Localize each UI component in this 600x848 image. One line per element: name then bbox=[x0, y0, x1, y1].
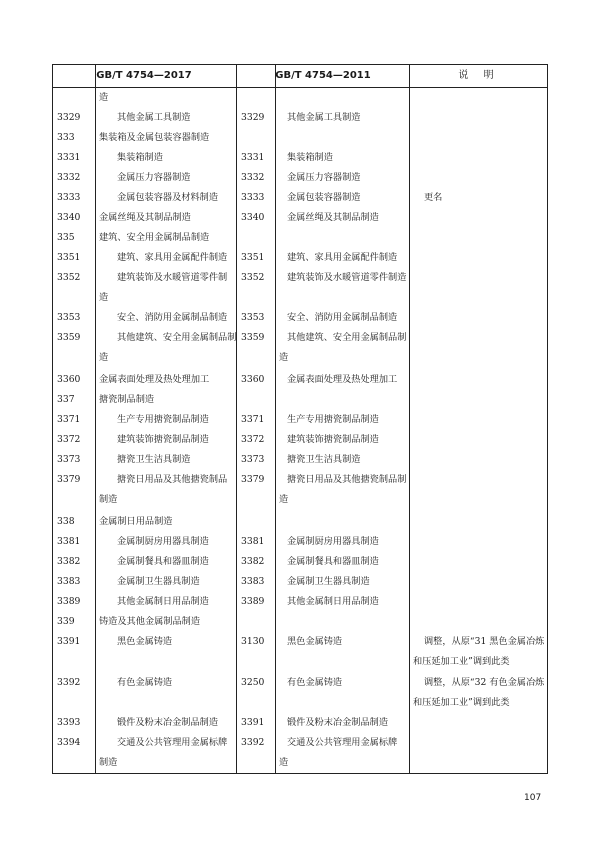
row-11-new-name: 安全、消防用金属制品制造 bbox=[117, 312, 228, 323]
row-22-new-name: 金属制厨房用器具制造 bbox=[117, 536, 209, 547]
row-12-old-code: 3359 bbox=[241, 332, 265, 343]
row-14-old-name: 金属表面处理及热处理加工 bbox=[287, 374, 398, 385]
header-note: 说 明 bbox=[458, 70, 500, 81]
row-19-old-name: 搪瓷日用品及其他搪瓷制品制 bbox=[287, 474, 407, 485]
row-19-old-code: 3379 bbox=[241, 474, 265, 485]
row-4-old-name: 金属压力容器制造 bbox=[287, 172, 361, 183]
row-7-new-code: 335 bbox=[57, 232, 75, 243]
row-24-old-name: 金属制卫生器具制造 bbox=[287, 576, 370, 587]
header-divider bbox=[52, 87, 548, 88]
row-4-old-code: 3332 bbox=[241, 172, 265, 183]
row-29-new-code: 3392 bbox=[57, 677, 81, 688]
row-18-new-code: 3373 bbox=[57, 454, 81, 465]
row-10-new-name: 造 bbox=[99, 292, 109, 303]
row-24-new-code: 3383 bbox=[57, 576, 81, 587]
row-33-old-name: 造 bbox=[279, 757, 289, 768]
row-5-note: 更名 bbox=[424, 192, 443, 203]
row-1-old-name: 其他金属工具制造 bbox=[287, 112, 361, 123]
row-16-old-name: 生产专用搪瓷制品制造 bbox=[287, 414, 379, 425]
row-23-new-code: 3382 bbox=[57, 556, 81, 567]
row-5-old-code: 3333 bbox=[241, 192, 265, 203]
row-1-old-code: 3329 bbox=[241, 112, 265, 123]
row-24-new-name: 金属制卫生器具制造 bbox=[117, 576, 200, 587]
row-16-new-code: 3371 bbox=[57, 414, 81, 425]
row-9-old-name: 建筑装饰及水暖管道零件制造 bbox=[287, 272, 407, 283]
row-31-new-code: 3393 bbox=[57, 717, 81, 728]
row-32-new-name: 交通及公共管理用金属标牌 bbox=[117, 737, 228, 748]
row-21-new-code: 338 bbox=[57, 516, 75, 527]
row-17-old-code: 3372 bbox=[241, 434, 265, 445]
row-32-new-code: 3394 bbox=[57, 737, 81, 748]
row-8-new-code: 3351 bbox=[57, 252, 81, 263]
row-24-old-code: 3383 bbox=[241, 576, 265, 587]
row-31-new-name: 锻件及粉末冶金制品制造 bbox=[117, 717, 219, 728]
row-6-new-code: 3340 bbox=[57, 212, 81, 223]
page-number: 107 bbox=[524, 793, 542, 803]
row-19-new-code: 3379 bbox=[57, 474, 81, 485]
row-32-old-code: 3392 bbox=[241, 737, 265, 748]
row-22-new-code: 3381 bbox=[57, 536, 81, 547]
row-3-new-name: 集装箱制造 bbox=[117, 152, 163, 163]
row-11-old-name: 安全、消防用金属制品制造 bbox=[287, 312, 398, 323]
row-9-old-code: 3352 bbox=[241, 272, 265, 283]
row-30-note: 和压延加工业”调到此类 bbox=[413, 697, 510, 708]
row-31-old-name: 锻件及粉末冶金制品制造 bbox=[287, 717, 389, 728]
row-18-old-name: 搪瓷卫生洁具制造 bbox=[287, 454, 361, 465]
row-8-old-code: 3351 bbox=[241, 252, 265, 263]
row-8-old-name: 建筑、家具用金属配件制造 bbox=[287, 252, 398, 263]
row-17-new-name: 建筑装饰搪瓷制品制造 bbox=[117, 434, 209, 445]
row-14-new-name: 金属表面处理及热处理加工 bbox=[99, 374, 210, 385]
row-1-new-name: 其他金属工具制造 bbox=[117, 112, 191, 123]
row-11-old-code: 3353 bbox=[241, 312, 265, 323]
row-25-old-code: 3389 bbox=[241, 596, 265, 607]
row-27-new-code: 3391 bbox=[57, 636, 81, 647]
row-27-note: 调整，从原“31 黑色金属冶炼 bbox=[424, 636, 545, 647]
row-15-new-code: 337 bbox=[57, 394, 75, 405]
row-6-old-code: 3340 bbox=[241, 212, 265, 223]
header-gbt-2011: GB/T 4754—2011 bbox=[275, 70, 371, 81]
row-9-new-name: 建筑装饰及水暖管道零件制 bbox=[117, 272, 228, 283]
row-32-old-name: 交通及公共管理用金属标牌 bbox=[287, 737, 398, 748]
row-25-new-name: 其他金属制日用品制造 bbox=[117, 596, 209, 607]
row-23-old-name: 金属制餐具和器皿制造 bbox=[287, 556, 379, 567]
row-7-new-name: 建筑、安全用金属制品制造 bbox=[99, 232, 210, 243]
row-11-new-code: 3353 bbox=[57, 312, 81, 323]
row-13-new-name: 造 bbox=[99, 352, 109, 363]
row-5-old-name: 金属包装容器制造 bbox=[287, 192, 361, 203]
row-16-new-name: 生产专用搪瓷制品制造 bbox=[117, 414, 209, 425]
row-27-old-code: 3130 bbox=[241, 636, 265, 647]
row-14-new-code: 3360 bbox=[57, 374, 81, 385]
row-33-new-name: 制造 bbox=[99, 757, 118, 768]
row-22-old-name: 金属制厨房用器具制造 bbox=[287, 536, 379, 547]
header-gbt-2017: GB/T 4754—2017 bbox=[96, 70, 192, 81]
row-17-new-code: 3372 bbox=[57, 434, 81, 445]
row-20-old-name: 造 bbox=[279, 494, 289, 505]
row-17-old-name: 建筑装饰搪瓷制品制造 bbox=[287, 434, 379, 445]
row-27-new-name: 黑色金属铸造 bbox=[117, 636, 173, 647]
row-23-new-name: 金属制餐具和器皿制造 bbox=[117, 556, 209, 567]
row-12-new-name: 其他建筑、安全用金属制品制 bbox=[117, 332, 237, 343]
row-29-new-name: 有色金属铸造 bbox=[117, 677, 173, 688]
row-6-old-name: 金属丝绳及其制品制造 bbox=[287, 212, 379, 223]
row-3-old-code: 3331 bbox=[241, 152, 265, 163]
column-divider-2 bbox=[409, 64, 410, 774]
row-14-old-code: 3360 bbox=[241, 374, 265, 385]
row-26-new-code: 339 bbox=[57, 616, 75, 627]
row-4-new-code: 3332 bbox=[57, 172, 81, 183]
row-31-old-code: 3391 bbox=[241, 717, 265, 728]
row-20-new-name: 制造 bbox=[99, 494, 118, 505]
row-18-new-name: 搪瓷卫生洁具制造 bbox=[117, 454, 191, 465]
row-28-note: 和压延加工业”调到此类 bbox=[413, 656, 510, 667]
column-divider-1 bbox=[236, 64, 237, 774]
row-0-new-name: 造 bbox=[99, 92, 109, 103]
row-26-new-name: 铸造及其他金属制品制造 bbox=[99, 616, 201, 627]
row-13-old-name: 造 bbox=[279, 352, 289, 363]
row-9-new-code: 3352 bbox=[57, 272, 81, 283]
row-2-new-name: 集装箱及金属包装容器制造 bbox=[99, 132, 210, 143]
row-29-note: 调整，从原“32 有色金属冶炼 bbox=[424, 677, 545, 688]
row-8-new-name: 建筑、家具用金属配件制造 bbox=[117, 252, 228, 263]
row-29-old-name: 有色金属铸造 bbox=[287, 677, 343, 688]
row-29-old-code: 3250 bbox=[241, 677, 265, 688]
row-23-old-code: 3382 bbox=[241, 556, 265, 567]
row-22-old-code: 3381 bbox=[241, 536, 265, 547]
row-18-old-code: 3373 bbox=[241, 454, 265, 465]
row-25-old-name: 其他金属制日用品制造 bbox=[287, 596, 379, 607]
code-divider-new bbox=[95, 64, 96, 774]
row-3-old-name: 集装箱制造 bbox=[287, 152, 333, 163]
row-16-old-code: 3371 bbox=[241, 414, 265, 425]
row-25-new-code: 3389 bbox=[57, 596, 81, 607]
row-6-new-name: 金属丝绳及其制品制造 bbox=[99, 212, 191, 223]
row-2-new-code: 333 bbox=[57, 132, 75, 143]
row-5-new-name: 金属包装容器及材料制造 bbox=[117, 192, 219, 203]
row-3-new-code: 3331 bbox=[57, 152, 81, 163]
row-5-new-code: 3333 bbox=[57, 192, 81, 203]
row-12-old-name: 其他建筑、安全用金属制品制 bbox=[287, 332, 407, 343]
row-15-new-name: 搪瓷制品制造 bbox=[99, 394, 155, 405]
row-4-new-name: 金属压力容器制造 bbox=[117, 172, 191, 183]
row-12-new-code: 3359 bbox=[57, 332, 81, 343]
row-19-new-name: 搪瓷日用品及其他搪瓷制品 bbox=[117, 474, 228, 485]
code-divider-old bbox=[275, 64, 276, 774]
row-21-new-name: 金属制日用品制造 bbox=[99, 516, 173, 527]
row-27-old-name: 黑色金属铸造 bbox=[287, 636, 343, 647]
row-1-new-code: 3329 bbox=[57, 112, 81, 123]
